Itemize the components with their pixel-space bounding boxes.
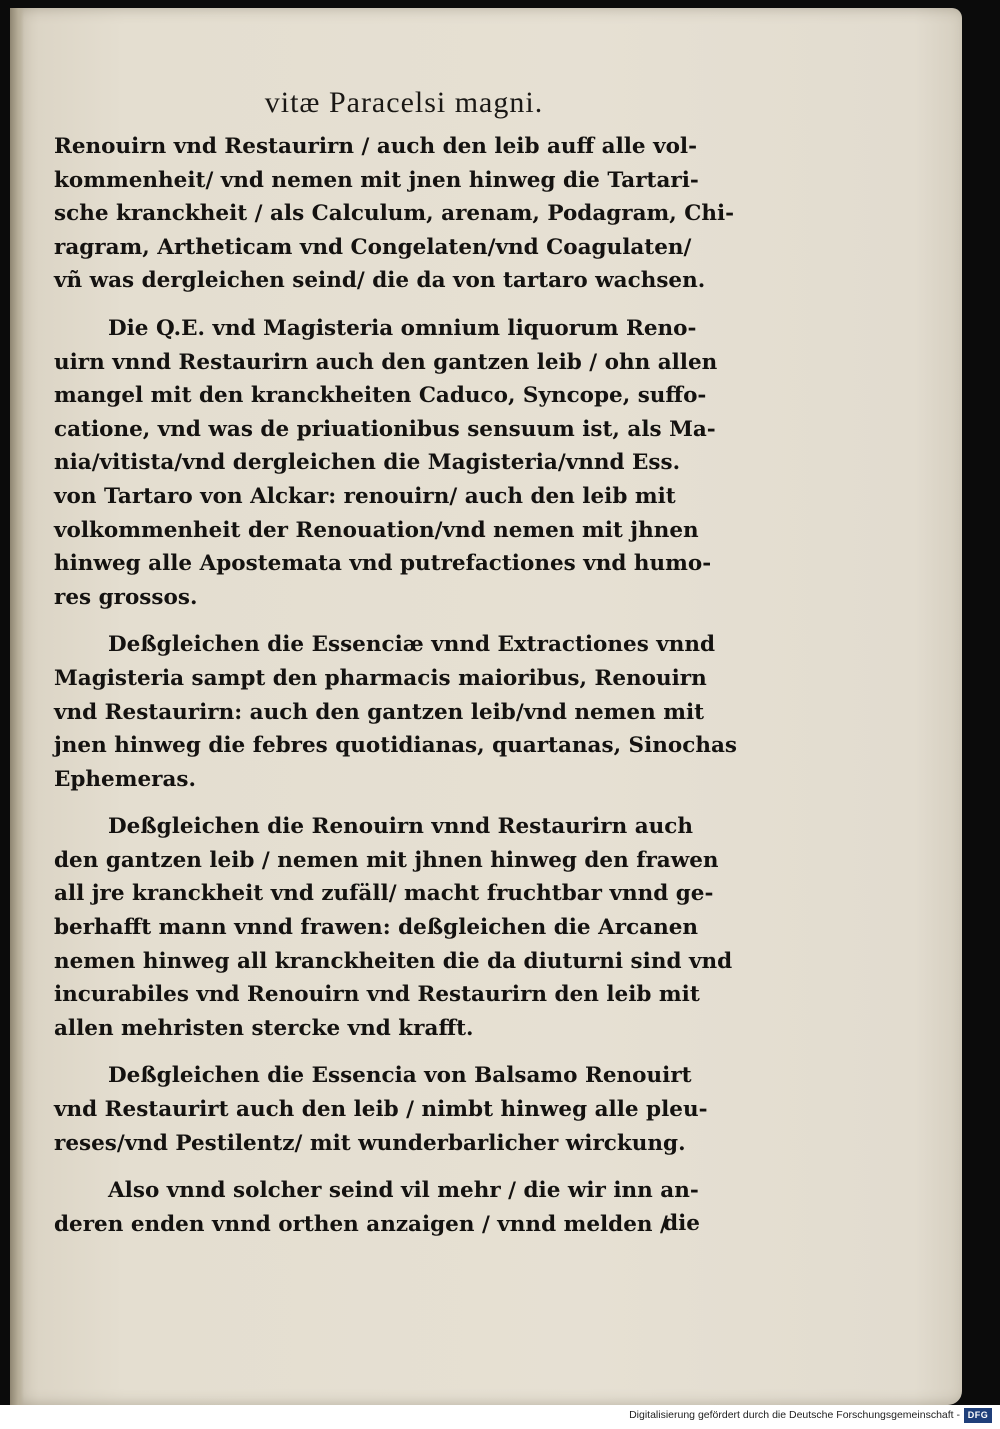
text-line: kommenheit/ vnd nemen mit jnen hinweg die Tartari- [54, 167, 699, 193]
text-line: von Tartaro von Alckar: renouirn/ auch den leib mit [54, 483, 676, 509]
text-line: vnd Restaurirn: auch den gantzen leib/vnd nemen mit [54, 699, 705, 725]
text-line: uirn vnnd Restaurirn auch den gantzen leib / ohn allen [54, 349, 718, 375]
text-line: reses/vnd Pestilentz/ mit wunderbarlicher wirckung. [54, 1130, 686, 1156]
text-line: mangel mit den kranckheiten Caduco, Syncope, suffo- [54, 383, 707, 409]
text-line: Die Q.E. vnd Magisteria omnium liquorum Reno- [108, 315, 697, 341]
text-line: Deßgleichen die Essenciæ vnnd Extractiones vnnd [108, 632, 716, 658]
text-line: nia/vitista/vnd dergleichen die Magisteria/vnnd Ess. [54, 450, 681, 476]
text-line: res grossos. [54, 584, 198, 610]
book-page [10, 8, 962, 1405]
paragraph-6 [54, 1174, 754, 1241]
text-line: Deßgleichen die Essencia von Balsamo Renouirt [108, 1063, 692, 1089]
text-line: Magisteria sampt den pharmacis maioribus, Renouirn [54, 665, 707, 691]
text-line: allen mehristen stercke vnd krafft. [54, 1015, 474, 1041]
text-line: hinweg alle Apostemata vnd putrefactiones vnd humo- [54, 551, 712, 577]
page-gutter [10, 8, 24, 1405]
text-line: jnen hinweg die febres quotidianas, quartanas, Sinochas [54, 733, 737, 759]
paragraph-4 [54, 810, 754, 1045]
dfg-logo-icon: DFG [964, 1408, 992, 1423]
text-line: volkommenheit der Renouation/vnd nemen mit jhnen [54, 517, 699, 543]
paragraph-1 [54, 130, 754, 298]
paragraph-3 [54, 628, 754, 796]
text-block [54, 86, 754, 1255]
digitization-footer [0, 1405, 1000, 1429]
text-line: incurabiles vnd Renouirn vnd Restaurirn den leib mit [54, 982, 700, 1008]
text-line: catione, vnd was de priuationibus sensuum ist, als Ma- [54, 416, 716, 442]
running-head: vitæ Paracelsi magni. [264, 86, 544, 119]
catchword: die [663, 1211, 700, 1236]
text-line: Deßgleichen die Renouirn vnnd Restaurirn auch [108, 814, 693, 840]
text-line: deren enden vnnd orthen anzaigen / vnnd melden / [54, 1211, 668, 1237]
text-line: all jre kranckheit vnd zufäll/ macht fruchtbar vnnd ge- [54, 881, 714, 907]
funding-credit: Digitalisierung gefördert durch die Deutsche Forschungsgemeinschaft - [629, 1409, 960, 1421]
text-line: ragram, Artheticam vnd Congelaten/vnd Coagulaten/ [54, 234, 692, 260]
paragraph-5 [54, 1059, 754, 1160]
paragraph-2 [54, 312, 754, 614]
text-line: vñ was dergleichen seind/ die da von tartaro wachsen. [54, 268, 706, 294]
text-line: vnd Restaurirt auch den leib / nimbt hinweg alle pleu- [54, 1097, 708, 1123]
text-line: Renouirn vnd Restaurirn / auch den leib auff alle vol- [54, 134, 698, 159]
text-line: sche kranckheit / als Calculum, arenam, Podagram, Chi- [54, 201, 735, 227]
text-line: nemen hinweg all kranckheiten die da diuturni sind vnd [54, 948, 733, 974]
text-line: Ephemeras. [54, 766, 197, 792]
text-line: berhafft mann vnnd frawen: deßgleichen die Arcanen [54, 915, 699, 941]
text-line: Also vnnd solcher seind vil mehr / die wir inn an- [108, 1178, 699, 1204]
text-line: den gantzen leib / nemen mit jhnen hinweg den frawen [54, 847, 719, 873]
